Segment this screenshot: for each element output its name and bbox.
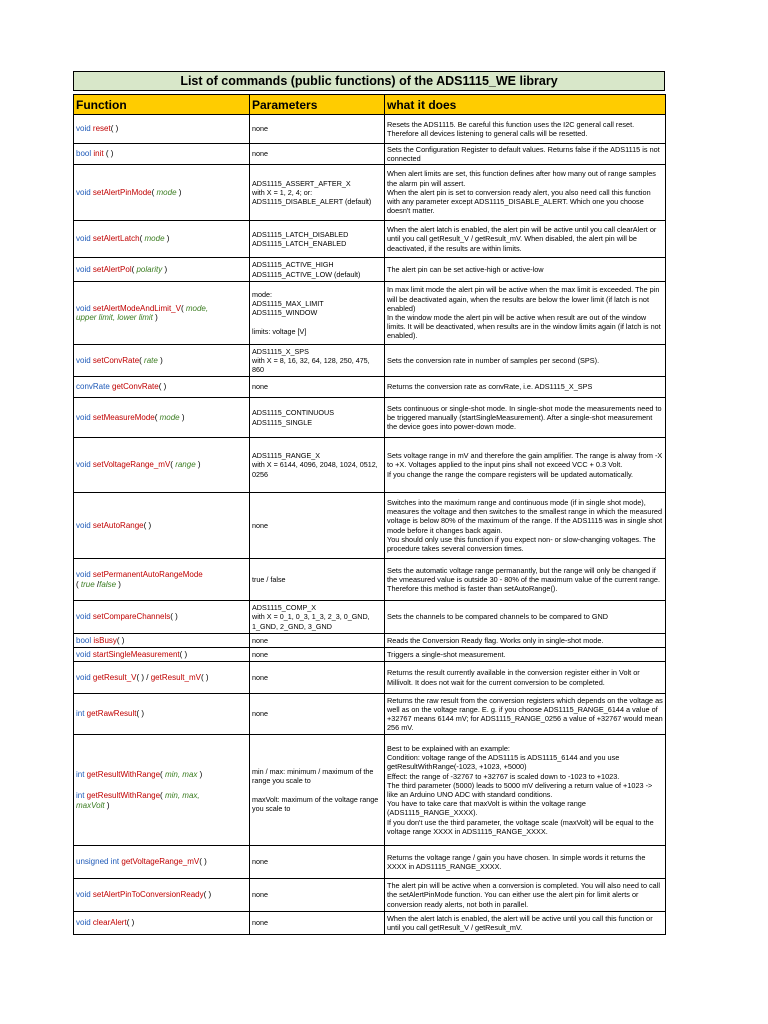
- punctuation: /: [94, 579, 100, 589]
- command-sheet: [73, 71, 665, 935]
- command-row: [74, 559, 666, 601]
- punctuation: ( ): [136, 709, 145, 719]
- punctuation: ( ): [110, 124, 119, 134]
- command-row: [74, 601, 666, 634]
- header-description: what it does: [385, 95, 666, 115]
- punctuation: ( ): [158, 382, 167, 392]
- function-signature: [74, 634, 250, 648]
- function-name: setMeasureMode: [92, 412, 155, 422]
- function-name: getResult_mV: [150, 672, 201, 682]
- parameters-cell: none: [250, 115, 385, 144]
- punctuation: (: [139, 234, 145, 244]
- return-type: void: [76, 412, 93, 422]
- parameters-cell: none: [250, 648, 385, 662]
- parameter-name: mode: [144, 234, 165, 244]
- signature-line: [76, 313, 247, 322]
- return-type: void: [76, 520, 93, 530]
- return-type: void: [76, 124, 93, 134]
- punctuation: (: [154, 412, 160, 422]
- punctuation: ): [157, 355, 163, 365]
- function-name: setAutoRange: [92, 520, 144, 530]
- punctuation: ( ): [199, 857, 207, 867]
- signature-line: [76, 857, 247, 866]
- return-type: void: [76, 187, 93, 197]
- function-signature: [74, 559, 250, 601]
- punctuation: ): [197, 770, 203, 780]
- description-cell: Returns the raw result from the conversion registers which depends on the voltage as well as on the voltage range. E. g. if you choose ADS1115_RANGE_6144 a value of +32767 means 6144 mV; for ADS1115_RANGE_0256 a value of +32767 would mean 256 mV.: [385, 694, 666, 735]
- command-row: [74, 258, 666, 282]
- function-signature: [74, 601, 250, 634]
- function-signature: [74, 221, 250, 258]
- description-cell: In max limit mode the alert pin will be active when the max limit is exceeded. The pin will be deactivated again, when the results are below the lower limit (if latch is not enabled) In the window mode the alert pin will be active when result are out of the window limits. It will be deactivated, when results are in the window limits again (if latch is not enabled).: [385, 282, 666, 345]
- function-signature: [74, 282, 250, 345]
- return-type: bool: [76, 149, 94, 159]
- command-row: [74, 879, 666, 912]
- sheet-title: List of commands (public functions) of the ADS1115_WE library: [73, 71, 665, 91]
- function-name: setAlertPinMode: [92, 187, 152, 197]
- command-row: [74, 282, 666, 345]
- function-name: setCompareChannels: [92, 612, 171, 622]
- function-signature: [74, 493, 250, 559]
- signature-line: [76, 650, 247, 659]
- description-cell: When the alert latch is enabled, the alert will be active until you call this function or until you call getResult_V / getResult_mV.: [385, 912, 666, 935]
- signature-line: [76, 188, 247, 197]
- return-type: int: [76, 791, 87, 801]
- description-cell: Returns the conversion rate as convRate, i.e. ADS1115_X_SPS: [385, 377, 666, 398]
- parameter-name: upper limit, lower limit: [76, 313, 153, 322]
- description-cell: Sets the Configuration Register to default values. Returns false if the ADS1115 is not connected: [385, 144, 666, 165]
- parameter-name: min, max: [164, 770, 198, 780]
- signature-line: [76, 673, 247, 682]
- command-row: [74, 662, 666, 694]
- signature-line: [76, 709, 247, 718]
- parameters-cell: ADS1115_LATCH_DISABLED ADS1115_LATCH_ENABLED: [250, 221, 385, 258]
- function-signature: [74, 846, 250, 879]
- function-signature: [74, 662, 250, 694]
- punctuation: ): [176, 187, 182, 197]
- parameter-name: min, max,: [164, 791, 200, 801]
- parameters-cell: ADS1115_X_SPS with X = 8, 16, 32, 64, 128, 250, 475, 860: [250, 345, 385, 377]
- parameter-name: polarity: [136, 264, 163, 274]
- punctuation: (: [170, 460, 176, 470]
- punctuation: ): [195, 460, 201, 470]
- signature-line: [76, 770, 247, 779]
- parameters-cell: ADS1115_ACTIVE_HIGH ADS1115_ACTIVE_LOW (default): [250, 258, 385, 282]
- description-cell: Returns the result currently available in the conversion register either in Volt or Millivolt. It does not wait for the current conversion to be completed.: [385, 662, 666, 694]
- parameters-cell: none: [250, 912, 385, 935]
- punctuation: ( ): [116, 635, 125, 645]
- punctuation: (: [151, 187, 157, 197]
- signature-line: [76, 382, 247, 391]
- description-cell: The alert pin can be set active-high or active-low: [385, 258, 666, 282]
- punctuation: (: [180, 303, 186, 313]
- function-name: startSingleMeasurement: [92, 649, 180, 659]
- signature-line: [76, 791, 247, 800]
- parameters-cell: none: [250, 662, 385, 694]
- description-cell: Resets the ADS1115. Be careful this function uses the I2C general call reset. Therefore all devices listening to general calls will be resetted.: [385, 115, 666, 144]
- parameters-cell: none: [250, 846, 385, 879]
- signature-line: [76, 124, 247, 133]
- parameters-cell: ADS1115_CONTINUOUS ADS1115_SINGLE: [250, 398, 385, 438]
- signature-line: [76, 801, 247, 810]
- signature-line: [76, 265, 247, 274]
- punctuation: ( ): [200, 672, 209, 682]
- description-cell: Best to be explained with an example: Condition: voltage range of the ADS1115 is ADS1115_6144 and you use getResultWithRange(-1023, +1023, +5000) Effect: the range of -32767 to +32767 is scaled down to -1023 to +1023. The third parameter (5000) leads to 5000 mV delivering a return value of +1023 -> like an Arduino UNO ADC with standard conditions. You have to take care that maxVolt is within the voltage range (ADS1115_RANGE_XXXX). If you don't use the third parameter, the voltage scale (maxVolt) will be equal to the voltage range XXXX in ADS1115_RANGE_XXXX.: [385, 735, 666, 846]
- signature-line: [76, 460, 247, 469]
- parameter-name: maxVolt: [76, 800, 105, 810]
- signature-line: [76, 636, 247, 645]
- parameter-name: false: [99, 579, 117, 589]
- function-signature: [74, 735, 250, 846]
- parameters-cell: none: [250, 144, 385, 165]
- punctuation: ( ): [203, 890, 212, 900]
- return-type: unsigned int: [76, 857, 122, 867]
- punctuation: (: [131, 264, 137, 274]
- parameters-cell: ADS1115_RANGE_X with X = 6144, 4096, 2048, 1024, 0512, 0256: [250, 438, 385, 493]
- parameters-cell: min / max: minimum / maximum of the range you scale to maxVolt: maximum of the voltage range you scale to: [250, 735, 385, 846]
- punctuation: ): [116, 579, 121, 589]
- return-type: void: [76, 234, 93, 244]
- punctuation: ( ): [143, 520, 152, 530]
- parameters-cell: ADS1115_COMP_X with X = 0_1, 0_3, 1_3, 2_3, 0_GND, 1_GND, 2_GND, 3_GND: [250, 601, 385, 634]
- command-row: [74, 493, 666, 559]
- function-name: getResult_V: [92, 672, 137, 682]
- signature-line: [76, 570, 247, 579]
- command-row: [74, 912, 666, 935]
- function-signature: [74, 115, 250, 144]
- return-type: void: [76, 355, 93, 365]
- command-row: [74, 377, 666, 398]
- header-row: [74, 95, 666, 115]
- command-row: [74, 735, 666, 846]
- return-type: void: [76, 460, 93, 470]
- function-name: clearAlert: [92, 918, 127, 928]
- return-type: void: [76, 649, 93, 659]
- punctuation: ): [162, 264, 168, 274]
- function-name: setVoltageRange_mV: [92, 460, 171, 470]
- description-cell: Returns the voltage range / gain you have chosen. In simple words it returns the XXXX in ADS1115_RANGE_XXXX.: [385, 846, 666, 879]
- signature-line: [76, 149, 247, 158]
- header-function: Function: [74, 95, 250, 115]
- description-cell: Sets the conversion rate in number of samples per second (SPS).: [385, 345, 666, 377]
- parameters-cell: none: [250, 694, 385, 735]
- function-name: getConvRate: [112, 382, 159, 392]
- parameters-cell: mode: ADS1115_MAX_LIMIT ADS1115_WINDOW limits: voltage [V]: [250, 282, 385, 345]
- function-signature: [74, 377, 250, 398]
- function-name: getVoltageRange_mV: [121, 857, 200, 867]
- function-signature: [74, 912, 250, 935]
- return-type: void: [76, 918, 93, 928]
- command-row: [74, 634, 666, 648]
- command-row: [74, 438, 666, 493]
- signature-line: [76, 413, 247, 422]
- function-name: setAlertModeAndLimit_V: [92, 303, 181, 313]
- description-cell: Triggers a single-shot measurement.: [385, 648, 666, 662]
- description-cell: Sets voltage range in mV and therefore the gain amplifier. The range is alway from -X to +X. Voltages applied to the input pins shall not exceed VCC + 0.3 Volt. If you change the range the compare registers will be updated automatically.: [385, 438, 666, 493]
- function-signature: [74, 144, 250, 165]
- function-signature: [74, 398, 250, 438]
- description-cell: Sets continuous or single-shot mode. In single-shot mode the measurements need to be triggered manually (startSingleMeasurement). After a single-shot measurement the device goes into power-down mode.: [385, 398, 666, 438]
- parameter-name: rate: [144, 355, 158, 365]
- command-rows: [74, 115, 666, 935]
- function-signature: [74, 165, 250, 221]
- punctuation: ): [152, 313, 158, 322]
- parameters-cell: true / false: [250, 559, 385, 601]
- function-name: getResultWithRange: [86, 770, 161, 780]
- function-signature: [74, 258, 250, 282]
- command-row: [74, 165, 666, 221]
- description-cell: Sets the automatic voltage range permanantly, but the range will only be changed if the vmeasured value is outside 30 - 80% of the maximum value of the current range. Therefore this method is faster than setAutoRange().: [385, 559, 666, 601]
- command-row: [74, 648, 666, 662]
- description-cell: Switches into the maximum range and continuous mode (if in single shot mode), measures the voltage and then switches to the smallest range in which the measured voltage is below 80% of the maximum of the range. If the ADS1115 was in single shot mode before it changes back again. You should only use this function if you expect non- or slow-changing voltages. The procedure takes several conversion times.: [385, 493, 666, 559]
- parameter-name: mode: [156, 187, 177, 197]
- function-signature: [74, 438, 250, 493]
- return-type: void: [76, 890, 93, 900]
- signature-line: [76, 304, 247, 313]
- description-cell: The alert pin will be active when a conversion is completed. You will also need to call the setAlertPinMode function. You can either use the alert pin for limit alerts or conversion ready alerts, not both in parallel.: [385, 879, 666, 912]
- return-type: int: [76, 770, 87, 780]
- function-name: getRawResult: [86, 709, 137, 719]
- function-name: setConvRate: [92, 355, 140, 365]
- description-cell: Reads the Conversion Ready flag. Works only in single-shot mode.: [385, 634, 666, 648]
- return-type: void: [76, 612, 93, 622]
- parameters-cell: none: [250, 377, 385, 398]
- punctuation: ): [104, 800, 110, 810]
- return-type: void: [76, 570, 93, 580]
- punctuation: ( ) /: [136, 672, 151, 682]
- punctuation: ): [164, 234, 170, 244]
- return-type: void: [76, 303, 93, 313]
- command-row: [74, 144, 666, 165]
- punctuation: (: [76, 579, 81, 589]
- description-cell: Sets the channels to be compared channels to be compared to GND: [385, 601, 666, 634]
- function-name: setAlertPinToConversionReady: [92, 890, 204, 900]
- command-row: [74, 345, 666, 377]
- punctuation: ( ): [179, 649, 188, 659]
- function-signature: [74, 879, 250, 912]
- parameters-cell: none: [250, 879, 385, 912]
- return-type: convRate: [76, 382, 113, 392]
- punctuation: ( ): [170, 612, 178, 622]
- signature-line: [76, 521, 247, 530]
- signature-line: [76, 234, 247, 243]
- command-row: [74, 694, 666, 735]
- signature-line: [76, 612, 247, 621]
- signature-line: [76, 890, 247, 899]
- function-signature: [74, 648, 250, 662]
- function-name: setPermanentAutoRangeMode: [92, 570, 203, 580]
- parameter-name: mode: [159, 412, 180, 422]
- function-name: isBusy: [93, 635, 117, 645]
- parameters-cell: ADS1115_ASSERT_AFTER_X with X = 1, 2, 4; or: ADS1115_DISABLE_ALERT (default): [250, 165, 385, 221]
- punctuation: ): [179, 412, 185, 422]
- punctuation: (: [160, 791, 165, 801]
- parameter-name: range: [175, 460, 196, 470]
- command-row: [74, 221, 666, 258]
- punctuation: ( ): [103, 149, 114, 159]
- return-type: int: [76, 709, 87, 719]
- command-table: [73, 94, 666, 935]
- return-type: void: [76, 672, 93, 682]
- header-parameters: Parameters: [250, 95, 385, 115]
- function-name: setAlertLatch: [92, 234, 140, 244]
- description-cell: When alert limits are set, this function defines after how many out of range samples the alarm pin will assert. When the alert pin is set to conversion ready alert, you also need call this function with any parameter except ADS1115_DISABLE_ALERT. Which one you choose doesn't matter.: [385, 165, 666, 221]
- return-type: void: [76, 264, 93, 274]
- signature-line: [76, 918, 247, 927]
- punctuation: ( ): [126, 918, 135, 928]
- function-name: init: [93, 149, 104, 159]
- punctuation: (: [160, 770, 165, 780]
- signature-line: [76, 580, 247, 589]
- signature-line: [76, 356, 247, 365]
- parameters-cell: none: [250, 634, 385, 648]
- parameter-name: true: [80, 579, 95, 589]
- parameter-name: mode,: [185, 303, 209, 313]
- function-name: setAlertPol: [92, 264, 132, 274]
- command-row: [74, 115, 666, 144]
- function-name: getResultWithRange: [86, 791, 161, 801]
- function-signature: [74, 694, 250, 735]
- function-name: reset: [92, 124, 111, 134]
- command-row: [74, 846, 666, 879]
- function-signature: [74, 345, 250, 377]
- punctuation: (: [139, 355, 145, 365]
- parameters-cell: none: [250, 493, 385, 559]
- command-row: [74, 398, 666, 438]
- description-cell: When the alert latch is enabled, the alert pin will be active until you call clearAlert or until you call getResult_V / getResult_mV. When disabled, the alert pin will be deactivated, if the results are within limits.: [385, 221, 666, 258]
- return-type: bool: [76, 635, 94, 645]
